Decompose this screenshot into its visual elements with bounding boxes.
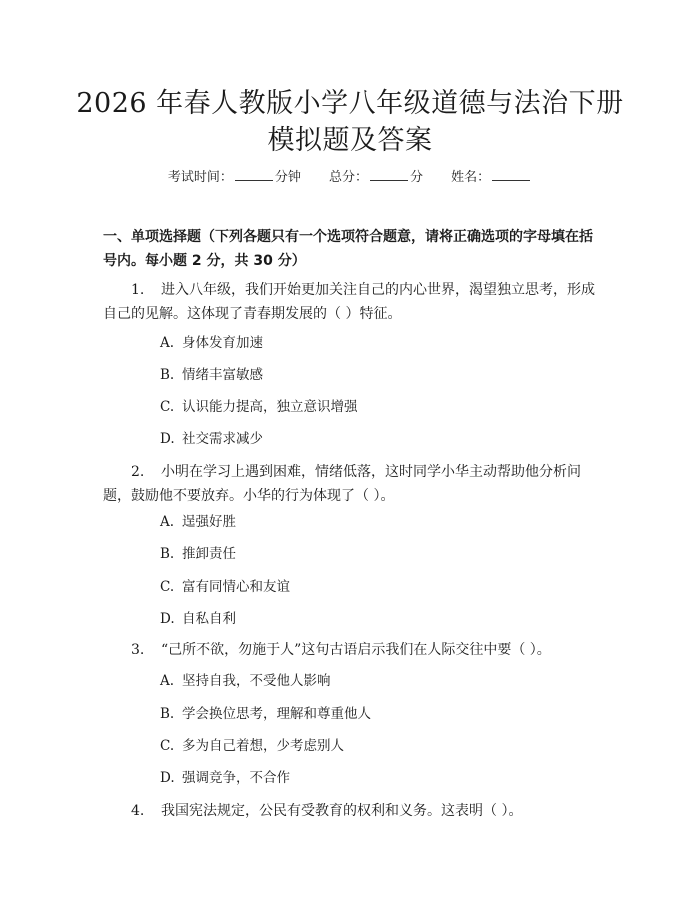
exam-meta xyxy=(0,168,700,188)
option-letter: B. xyxy=(160,367,175,383)
option-2a xyxy=(160,512,236,532)
question-text: 小明在学习上遇到困难，情绪低落，这时同学小华主动帮助他分析问题，鼓励他不要放弃。小华的行为体现了（ ）。 xyxy=(103,464,581,504)
exam-time-unit: 分钟 xyxy=(274,170,301,185)
option-2c xyxy=(160,577,290,597)
option-letter: D. xyxy=(160,431,175,447)
total-score-unit: 分 xyxy=(410,170,424,185)
option-3b xyxy=(160,704,371,724)
question-number: 4. xyxy=(131,803,145,819)
option-letter: D. xyxy=(160,611,175,627)
option-text: 推卸责任 xyxy=(182,546,236,562)
option-text: 强调竞争，不合作 xyxy=(182,770,290,786)
option-text: 认识能力提高，独立意识增强 xyxy=(182,399,358,415)
question-3 xyxy=(103,638,598,662)
student-name xyxy=(451,170,532,185)
option-text: 情绪丰富敏感 xyxy=(182,367,263,383)
student-name-blank xyxy=(492,168,530,181)
exam-time xyxy=(168,170,305,185)
option-text: 富有同情心和友谊 xyxy=(182,579,290,595)
option-2b xyxy=(160,544,236,564)
page-title-line2: 模拟题及答案 xyxy=(267,125,433,156)
option-letter: C. xyxy=(160,579,175,595)
option-text: 自私自利 xyxy=(182,611,236,627)
option-2d xyxy=(160,609,236,629)
option-text: 学会换位思考，理解和尊重他人 xyxy=(182,706,371,722)
question-text: 我国宪法规定，公民有受教育的权利和义务。这表明（ ）。 xyxy=(161,803,523,819)
total-score xyxy=(329,170,427,185)
option-text: 社交需求减少 xyxy=(182,431,263,447)
exam-time-blank xyxy=(235,168,273,181)
option-letter: D. xyxy=(160,770,175,786)
question-text: “己所不欲，勿施于人”这句古语启示我们在人际交往中要（ ）。 xyxy=(161,642,551,658)
option-1c xyxy=(160,397,358,417)
option-text: 多为自己着想，少考虑别人 xyxy=(182,738,344,754)
total-score-label: 总分： xyxy=(328,170,368,185)
option-letter: B. xyxy=(160,546,175,562)
option-letter: A. xyxy=(160,335,175,351)
question-number: 2. xyxy=(131,464,145,480)
question-number: 1. xyxy=(131,282,145,298)
student-name-label: 姓名： xyxy=(451,170,491,185)
option-letter: A. xyxy=(160,673,175,689)
option-1a xyxy=(160,333,263,353)
question-1 xyxy=(103,278,598,326)
question-number: 3. xyxy=(131,642,145,658)
option-text: 坚持自我，不受他人影响 xyxy=(182,673,331,689)
option-text: 逞强好胜 xyxy=(182,514,236,530)
option-3d xyxy=(160,768,290,788)
exam-time-label: 考试时间： xyxy=(167,170,233,185)
option-letter: C. xyxy=(160,738,175,754)
option-text: 身体发育加速 xyxy=(182,335,263,351)
option-3a xyxy=(160,671,331,691)
total-score-blank xyxy=(370,168,408,181)
question-4 xyxy=(103,799,598,823)
option-letter: B. xyxy=(160,706,175,722)
option-3c xyxy=(160,736,344,756)
option-1d xyxy=(160,429,263,449)
option-letter: C. xyxy=(160,399,175,415)
section-heading: 一、单项选择题（下列各题只有一个选项符合题意，请将正确选项的字母填在括号内。每小题 2 分，共 30 分） xyxy=(103,229,593,269)
question-text: 进入八年级，我们开始更加关注自己的内心世界，渴望独立思考，形成自己的见解。这体现了青春期发展的（ ）特征。 xyxy=(103,282,595,322)
option-letter: A. xyxy=(160,514,175,530)
question-2 xyxy=(103,460,598,508)
page-title-line1: 2026 年春人教版小学八年级道德与法治下册 xyxy=(76,88,624,119)
option-1b xyxy=(160,365,263,385)
